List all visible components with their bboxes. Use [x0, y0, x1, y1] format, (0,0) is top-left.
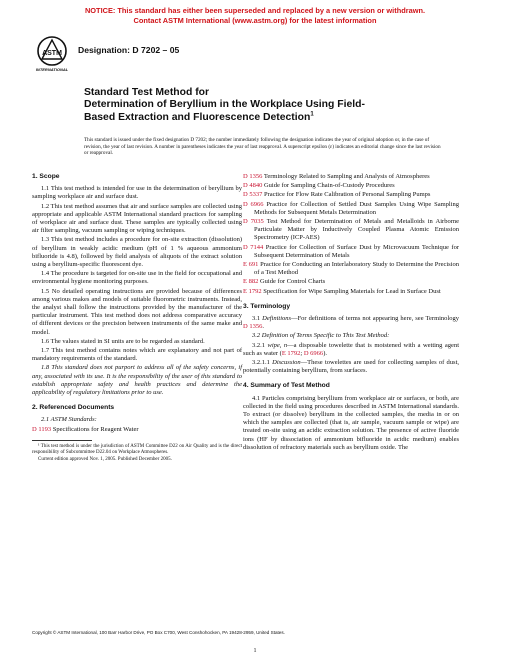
paragraph-3-1: 3.1 Definitions—For definitions of terms not appearing here, see Terminology D 1356.	[243, 315, 459, 331]
paragraph-1-1: 1.1 This test method is intended for use in the determination of beryllium by sampling workplace air and surface dust.	[32, 185, 242, 201]
document-title	[84, 87, 444, 124]
reference-item: E 1792 Specification for Wipe Sampling Materials for Lead in Surface Dust	[243, 287, 441, 295]
reference-link[interactable]: D 4840	[243, 182, 263, 190]
withdrawal-notice	[0, 6, 510, 25]
reference-item: E 691 Practice for Conducting an Interlaboratory Study to Determine the Precision of a Test Method	[243, 261, 459, 277]
footnote-divider	[32, 440, 92, 441]
reference-link[interactable]: E 691	[243, 261, 259, 269]
reference-item: D 1193 Specifications for Reagent Water	[32, 425, 139, 433]
designation: Designation: D 7202 – 05	[78, 45, 180, 55]
title-line-2: Determination of Beryllium in the Workplace Using Field-	[84, 99, 365, 111]
reference-link[interactable]: D 5337	[243, 191, 263, 199]
paragraph-1-4: 1.4 The procedure is targeted for on-site use in the field for occupational and environmental hygiene monitoring purposes.	[32, 270, 242, 286]
section-heading-scope: 1. Scope	[32, 173, 60, 180]
reference-link[interactable]: D 1356	[243, 173, 263, 180]
paragraph-3-2-1: 3.2.1 wipe, n—a disposable towelette that is moistened with a wetting agent such as water (E 1792; D 6966).	[243, 341, 460, 357]
paragraph-1-7: 1.7 This test method contains notes which are explanatory and not part of mandatory requirements of the standard.	[32, 347, 242, 363]
reference-link[interactable]: D 1193	[32, 425, 52, 433]
reference-item: D 6966 Practice for Collection of Settled Dust Samples Using Wipe Sampling Methods for Subsequent Metals Determination	[243, 200, 460, 216]
title-line-3: Based Extraction and Fluorescence Detection$^1$	[84, 111, 314, 123]
reference-link[interactable]: E 882	[243, 278, 259, 286]
title-footnote-mark: 1	[310, 111, 314, 118]
paragraph-1-5: 1.5 No detailed operating instructions are provided because of differences among various makes and models of suitable fluorometric instruments. Instead, the analyst shall follow the instructions provided by the manufacturer of the particular instrument. This test method does not address comparative accuracy of different devices or the precision between instruments of the same make and model.	[32, 287, 242, 336]
svg-text:ASTM: ASTM	[42, 50, 62, 57]
footnote-1: ¹ This test method is under the jurisdiction of ASTM Committee D22 on Air Quality and is the direct responsibility of Subcommittee D22.04 on Workplace Atmospheres.	[32, 443, 242, 456]
reference-link[interactable]: E 1792	[281, 349, 301, 357]
footnote	[32, 444, 242, 464]
reference-link[interactable]: D 7035	[243, 218, 264, 226]
reference-link[interactable]: D 6966	[303, 349, 324, 357]
notice-line-2: Contact ASTM International (www.astm.org) for the latest information	[133, 15, 377, 25]
issuance-statement: This standard is issued under the fixed designation D 7202; the number immediately following the designation indicates the year of original adoption or, in the case of revision, the year of last revision. A number in parentheses indicates the year of last reapproval. A superscript epsilon (ε) indicates an editorial change since the last revision or reapproval.	[84, 137, 441, 157]
paragraph-1-6: 1.6 The values stated in SI units are to be regarded as standard.	[41, 337, 205, 345]
notice-line-1: NOTICE: This standard has either been superseded and replaced by a new version or withdrawn.	[84, 6, 426, 15]
paragraph-1-2: 1.2 This test method assumes that air and surface samples are collected using appropriate and applicable ASTM International standard practices for sampling of workplace air and surface dust. These samples are typically collected using air filter sampling, vacuum sampling or wiping techniques.	[32, 202, 242, 235]
paragraph-3-2-1-1: 3.2.1.1 Discussion—These towelettes are used for collecting samples of dust, potentially containing beryllium, from surfaces.	[243, 359, 460, 375]
paragraph-4-1: 4.1 Particles comprising beryllium from workplace air or surfaces, or both, are collected in the field using procedures described in ASTM International standards. To extract (or dissolve) beryllium in the collected samples, the media in or on which the samples are collected (that is, air sample, vacuum sample or wipe) are treated on-site using an acidic extraction solution. The presence of active fluoride ions (HF by dissociation of ammonium bifluoride in acidic medium) enables dissolution of refractory materials such as beryllium oxide. The	[243, 394, 459, 451]
copyright-footer: Copyright © ASTM International, 100 Barr Harbor Drive, PO Box C700, West Conshohocken, PA 19428-2959, United States.	[32, 630, 285, 635]
page-number: 1	[253, 648, 257, 654]
paragraph-3-2: 3.2 Definition of Terms Specific to This Test Method:	[252, 332, 390, 340]
section-heading-terminology: 3. Terminology	[243, 302, 291, 310]
astm-logo-icon	[34, 35, 70, 73]
astm-standards-subheading: 2.1 ASTM Standards:	[41, 416, 97, 424]
right-column	[243, 173, 459, 453]
paragraph-1-8: 1.8 This standard does not purport to address all of the safety concerns, if any, associated with its use. It is the responsibility of the user of this standard to establish appropriate safety and health practices and determine the applicability of regulatory limitations prior to use.	[32, 364, 242, 397]
paragraph-1-3: 1.3 This test method includes a procedure for on-site extraction (dissolution) of beryllium in weakly acidic medium (pH of 1 % aqueous ammonium bifluoride is 4.8), followed by field analysis of aliquots of the extract solution using a beryllium-specific fluorescent dye.	[32, 236, 242, 269]
reference-item: D 5337 Practice for Flow Rate Calibration of Personal Sampling Pumps	[243, 191, 431, 199]
reference-link[interactable]: D 6966	[243, 200, 264, 208]
logo-text: INTERNATIONAL	[35, 67, 69, 72]
reference-item: E 882 Guide for Control Charts	[243, 278, 326, 286]
section-heading-summary: 4. Summary of Test Method	[243, 382, 330, 390]
reference-item: D 4840 Guide for Sampling Chain-of-Custody Procedures	[243, 182, 395, 190]
reference-link[interactable]: D 1356	[243, 323, 263, 331]
reference-link[interactable]: D 7144	[243, 243, 264, 251]
left-column	[32, 173, 242, 465]
title-line-1: Standard Test Method for	[84, 87, 210, 98]
reference-link[interactable]: E 1792	[243, 287, 262, 295]
reference-item: D 7035 Test Method for Determination of Metals and Metalloids in Airborne Particulate Matter by Inductively Coupled Plasma Atomic Emission Spectrometry (ICP-AES)	[243, 218, 459, 242]
reference-item: D 7144 Practice for Collection of Surface Dust by Microvacuum Technique for Subsequent Determination of Metals	[243, 243, 459, 259]
section-heading-referenced: 2. Referenced Documents	[32, 404, 115, 412]
reference-item: D 1356 Terminology Related to Sampling and Analysis of Atmospheres	[243, 173, 430, 180]
footnote-2: Current edition approved Nov. 1, 2005. Published December 2005.	[38, 457, 172, 463]
